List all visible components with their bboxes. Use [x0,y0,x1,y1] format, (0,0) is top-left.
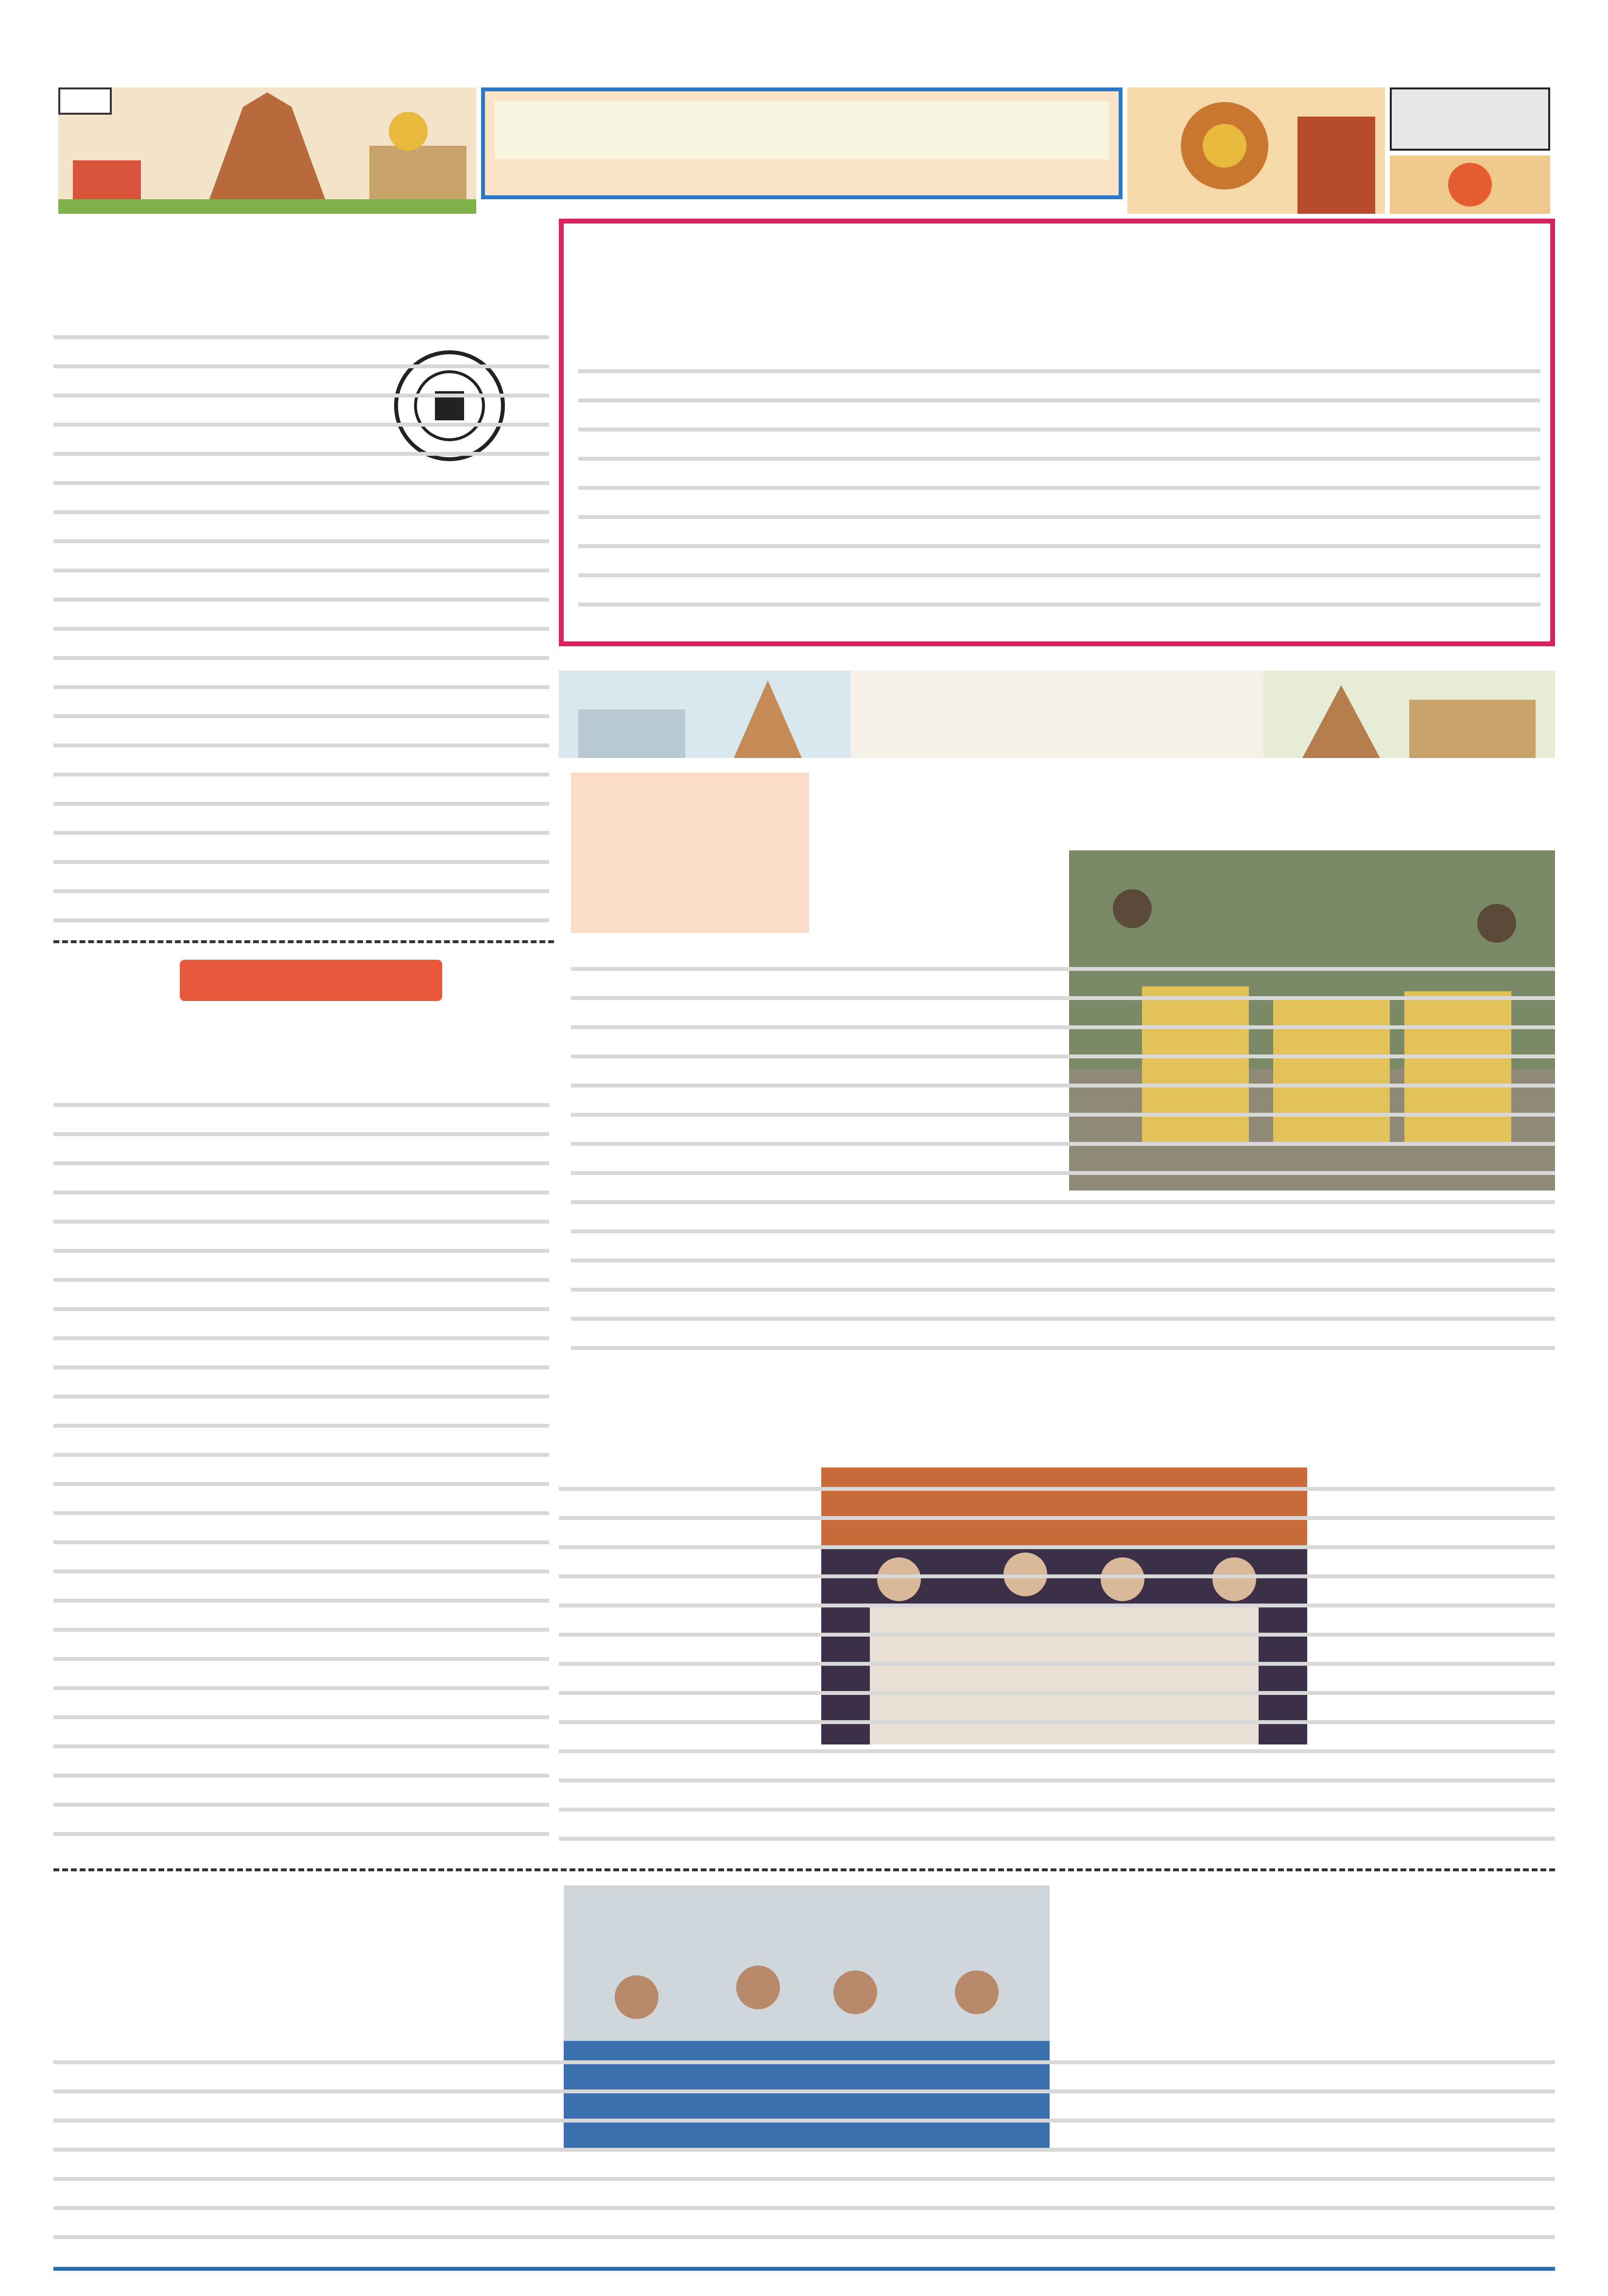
ganja-headline [821,773,1555,841]
divider [53,940,554,943]
bottom-body [53,2041,1555,2250]
regional-banner-right-art [1263,671,1555,758]
ganja-side-box-text [571,773,809,787]
lead-story-body [578,350,1540,632]
lead-story-headline [573,233,1540,330]
ganja-side-box [571,773,809,933]
ganja-body [571,948,1555,1375]
reiki-headline [559,1382,1555,1455]
regional-banner-left-art [559,671,850,758]
bottom-headline [53,1895,554,2026]
left-story-2-headline [53,1001,549,1069]
divider [53,1868,1555,1871]
left-story-2-body [53,1084,549,1861]
date-line [495,164,1109,193]
brand-artwork [1390,155,1550,214]
section-banner [481,87,1123,199]
masthead-left-artwork [58,87,476,214]
reiki-body [559,1467,1555,1861]
brand-logo [1390,87,1550,151]
regional-banner [559,671,1555,758]
page-footer-rule [53,2267,1555,2271]
regional-banner-label [899,685,1215,743]
page-number [58,87,112,115]
left-story-1-headline [53,228,549,301]
masthead-right-artwork [1127,87,1385,214]
masthead [0,73,1608,219]
column-tag [180,960,442,1001]
left-story-1-body [53,316,549,928]
lead-story-box [559,219,1555,646]
